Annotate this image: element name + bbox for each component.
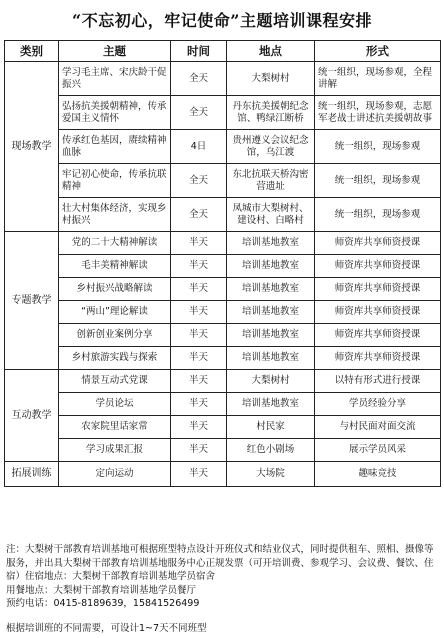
- time-cell: 半天: [171, 278, 227, 301]
- topic-cell: 农家院里话家常: [59, 416, 171, 439]
- time-cell: 4日: [171, 130, 227, 164]
- place-cell: 培训基地教室: [227, 347, 315, 370]
- place-cell: 东北抗联天桥沟密营遗址: [227, 164, 315, 198]
- topic-cell: 党的二十大精神解读: [59, 232, 171, 255]
- form-cell: 师资库共享师资授课: [315, 278, 441, 301]
- place-cell: 培训基地教室: [227, 324, 315, 347]
- note-phone: 预约电话：0415-8189639，15841526499: [6, 598, 200, 609]
- place-cell: 培训基地教室: [227, 393, 315, 416]
- time-cell: 半天: [171, 232, 227, 255]
- table-row: [5, 370, 441, 393]
- header-topic: 主题: [59, 41, 171, 62]
- notes-section: [6, 543, 438, 611]
- category-cell: 专题教学: [5, 232, 59, 370]
- place-cell: 大梨树村: [227, 370, 315, 393]
- place-cell: 贵州遵义会议纪念馆，乌江渡: [227, 130, 315, 164]
- time-cell: 半天: [171, 416, 227, 439]
- topic-cell: 弘扬抗美援朝精神，传承爱国主义情怀: [59, 96, 171, 130]
- form-cell: 师资库共享师资授课: [315, 347, 441, 370]
- form-cell: 以特有形式进行授课: [315, 370, 441, 393]
- time-cell: 全天: [171, 164, 227, 198]
- category-cell: 拓展训练: [5, 462, 59, 487]
- topic-cell: 乡村振兴战略解读: [59, 278, 171, 301]
- table-row: [5, 232, 441, 255]
- table-row: [5, 255, 441, 278]
- topic-cell: 创新创业案例分享: [59, 324, 171, 347]
- table-row: [5, 198, 441, 232]
- schedule-table: [4, 40, 441, 487]
- topic-cell: 情景互动式党课: [59, 370, 171, 393]
- table-row: [5, 393, 441, 416]
- topic-cell: 学习成果汇报: [59, 439, 171, 462]
- place-cell: 大梨树村: [227, 62, 315, 96]
- form-cell: 师资库共享师资授课: [315, 301, 441, 324]
- form-cell: 师资库共享师资授课: [315, 232, 441, 255]
- time-cell: 半天: [171, 324, 227, 347]
- place-cell: 村民家: [227, 416, 315, 439]
- table-row: [5, 462, 441, 487]
- place-cell: 凤城市大梨树村、建设村、白略村: [227, 198, 315, 232]
- form-cell: 统一组织，现场参观: [315, 164, 441, 198]
- time-cell: 半天: [171, 347, 227, 370]
- category-cell: 现场教学: [5, 62, 59, 232]
- time-cell: 半天: [171, 370, 227, 393]
- time-cell: 全天: [171, 62, 227, 96]
- table-row: [5, 439, 441, 462]
- header-form: 形式: [315, 41, 441, 62]
- topic-cell: 牢记初心使命，传承抗联精神: [59, 164, 171, 198]
- place-cell: 培训基地教室: [227, 255, 315, 278]
- table-row: [5, 130, 441, 164]
- place-cell: 丹东抗美援朝纪念馆、鸭绿江断桥: [227, 96, 315, 130]
- form-cell: 展示学员风采: [315, 439, 441, 462]
- table-row: [5, 324, 441, 347]
- topic-cell: 毛丰美精神解读: [59, 255, 171, 278]
- time-cell: 半天: [171, 301, 227, 324]
- time-cell: 半天: [171, 255, 227, 278]
- form-cell: 统一组织，现场参观，志愿军老战士讲述抗美援朝故事: [315, 96, 441, 130]
- time-cell: 半天: [171, 462, 227, 487]
- topic-cell: 学习毛主席、宋庆龄干促振兴: [59, 62, 171, 96]
- topic-cell: 传承红色基因，赓续精神血脉: [59, 130, 171, 164]
- time-cell: 半天: [171, 393, 227, 416]
- header-category: 类别: [5, 41, 59, 62]
- form-cell: 趣味竞技: [315, 462, 441, 487]
- time-cell: 全天: [171, 96, 227, 130]
- place-cell: 培训基地教室: [227, 301, 315, 324]
- form-cell: 师资库共享师资授课: [315, 255, 441, 278]
- place-cell: 培训基地教室: [227, 232, 315, 255]
- table-row: [5, 301, 441, 324]
- form-cell: 统一组织，现场参观，全程讲解: [315, 62, 441, 96]
- note-dining: 用餐地点：大梨树干部教育培训基地学员餐厅: [6, 584, 197, 596]
- time-cell: 半天: [171, 439, 227, 462]
- page-title: “不忘初心，牢记使命”主题培训课程安排: [72, 11, 372, 30]
- header-time: 时间: [171, 41, 227, 62]
- category-cell: 互动教学: [5, 370, 59, 462]
- form-cell: 师资库共享师资授课: [315, 324, 441, 347]
- table-row: [5, 278, 441, 301]
- topic-cell: 乡村旅游实践与探索: [59, 347, 171, 370]
- place-cell: 培训基地教室: [227, 278, 315, 301]
- table-header-row: [5, 41, 441, 62]
- topic-cell: 壮大村集体经济，实现乡村振兴: [59, 198, 171, 232]
- table-row: [5, 96, 441, 130]
- topic-cell: 定向运动: [59, 462, 171, 487]
- form-cell: 与村民面对面交流: [315, 416, 441, 439]
- table-row: [5, 416, 441, 439]
- place-cell: 红色小剧场: [227, 439, 315, 462]
- table-row: [5, 164, 441, 198]
- place-cell: 大场院: [227, 462, 315, 487]
- form-cell: 学员经验分享: [315, 393, 441, 416]
- form-cell: 统一组织，现场参观: [315, 130, 441, 164]
- topic-cell: “两山”理论解读: [59, 301, 171, 324]
- note-services: 注：大梨树干部教育培训基地可根据班型特点设计开班仪式和结业仪式，同时提供租车、照相、摄像等服务，并出具大梨树干部教育培训基地服务中心正规发票（可开培训费、参观学习、会议费、餐饮、住宿）住宿地点：大梨树干部教育培训基地学员宿舍: [6, 544, 434, 582]
- topic-cell: 学员论坛: [59, 393, 171, 416]
- table-row: [5, 62, 441, 96]
- form-cell: 统一组织，现场参观: [315, 198, 441, 232]
- table-row: [5, 347, 441, 370]
- time-cell: 全天: [171, 198, 227, 232]
- footer-note: 根据培训班的不同需要，可设计1~7天不同班型: [6, 623, 207, 634]
- header-place: 地点: [227, 41, 315, 62]
